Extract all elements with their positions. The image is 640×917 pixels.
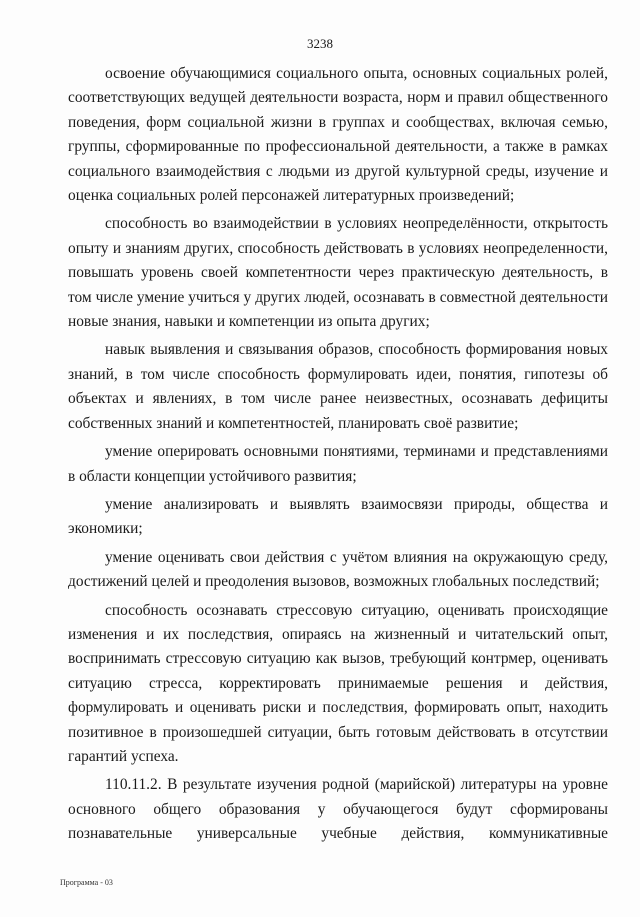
paragraph-uncertainty: способность во взаимодействии в условиях неопределённости, открытость опыту и знаниям других, способность действовать в условиях неопределенности, повышать уровень своей компетентности через практическую деятельность, в том числе умение учиться у других людей, осознавать в совместной деятельности новые знания, навыки и компетенции из опыта других; <box>68 215 608 331</box>
paragraph-section-110-11-2: 110.11.2. В результате изучения родной (марийской) литературы на уровне основного общего образования у обучающегося будут сформированы познавательные универсальные учебные действия, коммуникативные <box>68 776 608 843</box>
paragraph-stress-situation: способность осознавать стрессовую ситуацию, оценивать происходящие изменения и их последствия, опираясь на жизненный и читательский опыт, воспринимать стрессовую ситуацию как вызов, требующий контрмер, оценивать ситуацию стресса, корректировать принимаемые решения и действия, формулировать и оценивать риски и последствия, формировать опыт, находить позитивное в произошедшей ситуации, быть готовым действовать в отсутствии гарантий успеха. <box>68 601 608 765</box>
paragraph-social-experience: освоение обучающимися социального опыта, основных социальных ролей, соответствующих ведущей деятельности возраста, норм и правил общественного поведения, форм социальной жизни в группах и сообществах, включая семью, группы, сформированные по профессиональной деятельности, а также в рамках социального взаимодействия с людьми из другой культурной среды, изучение и оценка социальных ролей персонажей литературных произведений; <box>68 65 608 205</box>
paragraph-environment-impact: умение оценивать свои действия с учётом влияния на окружающую среду, достижений целей и преодоления вызовов, возможных глобальных последствий; <box>68 548 608 591</box>
paragraph-nature-society: умение анализировать и выявлять взаимосвязи природы, общества и экономики; <box>68 495 608 538</box>
page-footer: Программа - 03 <box>60 878 113 887</box>
page-number: 3238 <box>307 36 333 51</box>
document-body <box>68 62 608 847</box>
paragraph-image-linking: навык выявления и связывания образов, способность формирования новых знаний, в том числе способность формулировать идеи, понятия, гипотезы об объектах и явлениях, в том числе ранее неизвестных, осознавать дефициты собственных знаний и компетентностей, планировать своё развитие; <box>68 341 608 432</box>
paragraph-sustainable-concepts: умение оперировать основными понятиями, терминами и представлениями в области концепции устойчивого развития; <box>68 443 608 485</box>
